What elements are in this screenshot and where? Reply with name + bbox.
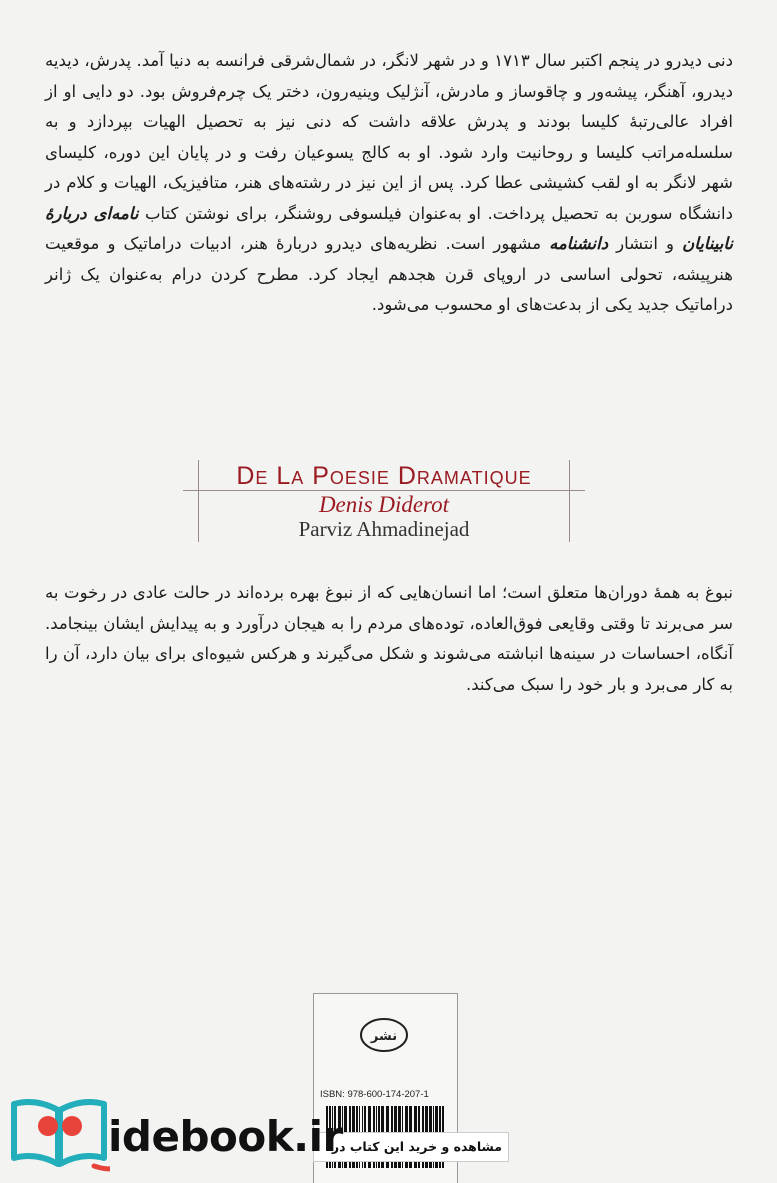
french-title: De La Poesie Dramatique xyxy=(236,462,532,490)
title-block xyxy=(198,460,570,542)
shop-banner-text: مشاهده و خرید این کتاب در: xyxy=(326,1139,502,1154)
bio-text-end: مشهور است. نظریه‌های دیدرو دربارهٔ هنر، ادبیات دراماتیک و موقعیت هنرپیشه، تحولی اساسی در اروپای قرن هجدهم ایجاد کرد. مطرح کردن درام به‌عنوان یک ژانر دراماتیک جدید یکی از بدعت‌های او محسوب می‌شود. xyxy=(45,234,733,314)
author-biography xyxy=(45,46,733,321)
idebook-site-name[interactable]: idebook.ir xyxy=(108,1112,343,1161)
publisher-logo-icon xyxy=(359,1016,409,1054)
diderot-quote: نبوغ به همهٔ دوران‌ها متعلق است؛ اما انسان‌هایی که از نبوغ بهره برده‌اند در حالت عادی در رخوت به سر می‌برند تا وقتی وقایعی فوق‌العاده، توده‌های مردم را به هیجان درآورد و به پیدایش ایشان بینجامد. آنگاه، احساسات در سینه‌ها انباشته می‌شوند و شکل می‌گیرند و هرکس شیوه‌ای برای بیان دارد، آن را به کار می‌برد و بار خود را سبک می‌کند. xyxy=(45,583,733,694)
bio-text-mid: و انتشار xyxy=(616,234,675,253)
author-name: Denis Diderot xyxy=(318,492,450,517)
publisher-logo-text: نشر xyxy=(370,1029,398,1044)
book-title-letter-on-blind: نامه‌ای دربارهٔ نابینایان xyxy=(45,203,734,253)
bio-text: دنی دیدرو در پنجم اکتبر سال ۱۷۱۳ و در شهر لانگر، در شمال‌شرقی فرانسه به دنیا آمد. پدرش، دیدیه دیدرو، آهنگر، پیشه‌ور و چاقوساز و مادرش، آنژلیک وینیه‌رون، دختر یک چرم‌فروش بود. دو دایی او از افراد عالی‌رتبهٔ کلیسا بودند و پدرش علاقه داشت که دنی نیز به تحصیل الهیات بپردازد و به سلسله‌مراتب کلیسا و روحانیت وارد شود. او به کالج یسوعیان رفت و در پایان این دوره، کلیسای شهر لانگر به او لقب کشیشی عطا کرد. پس از این نیز در رشته‌های هنر، متافیزیک، الهیات و کلام در دانشگاه سوربن به تحصیل پرداخت. او به‌عنوان فیلسوفی روشنگر، برای نوشتن کتاب xyxy=(45,51,733,223)
idebook-logo-icon[interactable] xyxy=(8,1074,110,1176)
isbn-number: ISBN: 978-600-174-207-1 xyxy=(320,1089,429,1100)
translator-name: Parviz Ahmadinejad xyxy=(298,517,470,541)
book-title-encyclopedia: دانشنامه xyxy=(549,234,609,253)
